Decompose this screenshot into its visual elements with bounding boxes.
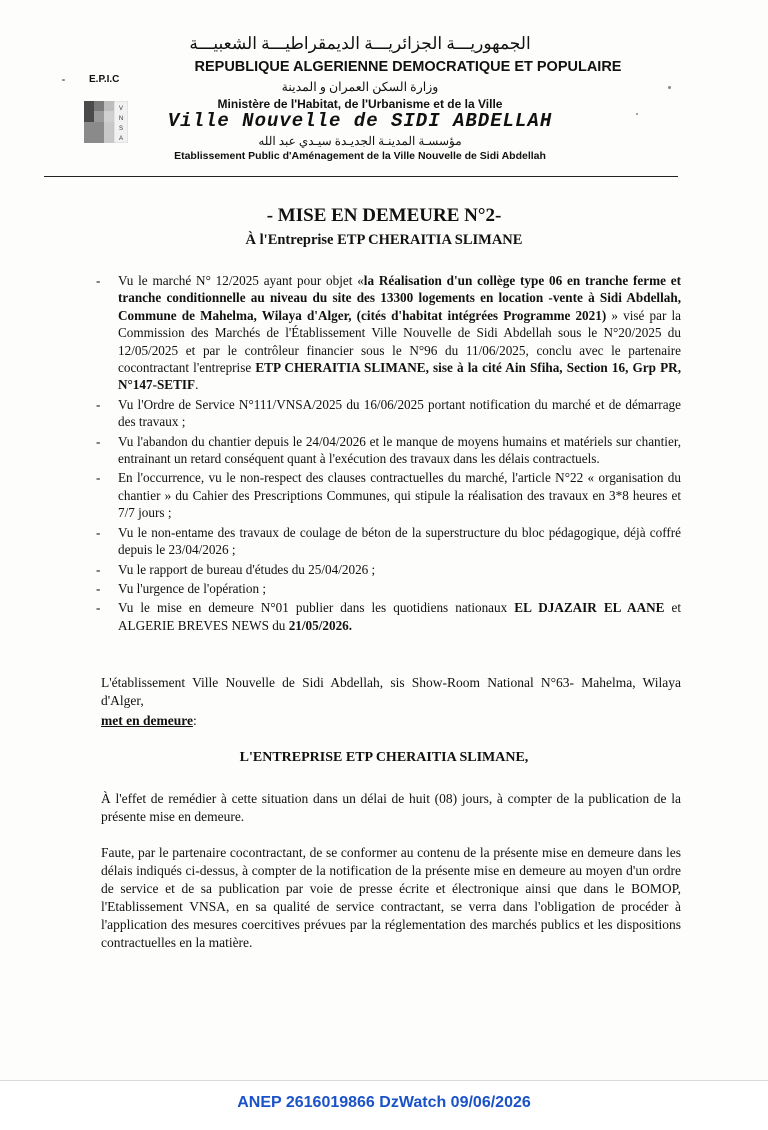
- bullet-dash: -: [96, 561, 101, 577]
- consideration-item: [96, 580, 681, 597]
- bullet-dash: -: [96, 273, 101, 288]
- logo-letter: V: [118, 106, 124, 112]
- epic-label: E.P.I.C: [89, 74, 120, 85]
- scan-speck: [668, 86, 671, 89]
- consideration-item: [96, 599, 681, 634]
- establishment-heading: Etablissement Public d'Aménagement de la Ville Nouvelle de Sidi Abdellah: [174, 150, 546, 162]
- header-divider: [44, 176, 678, 177]
- scan-speck: [62, 79, 65, 81]
- vnsa-logo: [84, 101, 128, 143]
- footer-reference: ANEP 2616019866 DzWatch 09/06/2026: [237, 1094, 531, 1111]
- arabic-establishment-heading: مؤسسـة المدينـة الجديـدة سيـدي عبد الله: [258, 134, 462, 148]
- bold-text: EL DJAZAIR EL AANE: [514, 600, 665, 616]
- bullet-dash: -: [96, 396, 101, 412]
- body-text: Vu le rapport de bureau d'études du 25/04/2026 ;: [118, 561, 376, 577]
- body-text: et ALGERIE BREVES NEWS du: [118, 600, 681, 633]
- bold-text: ETP CHERAITIA SLIMANE: [255, 360, 426, 376]
- colon-text: :: [193, 713, 197, 728]
- bullet-dash: -: [96, 470, 101, 486]
- ville-heading: Ville Nouvelle de SIDI ABDELLAH: [167, 110, 553, 132]
- body-text: Vu l'Ordre de Service N°111/VNSA/2025 du 16/06/2025 portant notification du marché et de démarrage des travaux ;: [118, 396, 681, 430]
- bold-text: 21/05/2026.: [288, 617, 353, 633]
- document-title: - MISE EN DEMEURE N°2-: [266, 205, 502, 226]
- consideration-item: [96, 524, 681, 559]
- consideration-item: [96, 469, 681, 521]
- logo-letter: A: [118, 136, 124, 142]
- body-text: Vu l'urgence de l'opération ;: [118, 580, 266, 596]
- consideration-item: [96, 396, 681, 431]
- body-text: » visé par la Commission des Marchés de l'Établissement Ville Nouvelle de Sidi Abdellah sous le N°20/2025 du 12/05/2025 et par le contrôleur financier sous le N°96 du 11/06/2025, conclu avec le partenaire cocontractant l'entreprise: [118, 307, 681, 376]
- bullet-dash: -: [96, 433, 101, 449]
- entreprise-heading: L'ENTREPRISE ETP CHERAITIA SLIMANE,: [239, 750, 529, 765]
- body-text: Vu le mise en demeure N°01 publier dans les quotidiens nationaux: [118, 600, 515, 616]
- body-text: Vu le non-entame des travaux de coulage de béton de la superstructure du bloc pédagogique, déjà coffré depuis le 23/04/2026 ;: [118, 524, 681, 558]
- consideration-item: [96, 272, 681, 394]
- ministry-heading: Ministère de l'Habitat, de l'Urbanisme et de la Ville: [217, 97, 503, 111]
- considerations-list: [96, 272, 681, 636]
- body-text: Vu l'abandon du chantier depuis le 24/04/2026 et le manque de moyens humains et matériels sur chantier, entrainant un retard conséquent quant à l'exécution des travaux dans les délais contractuels.: [118, 433, 681, 467]
- logo-letter: S: [118, 126, 124, 132]
- document-subtitle: À l'Entreprise ETP CHERAITIA SLIMANE: [245, 232, 523, 248]
- bullet-dash: -: [96, 600, 101, 616]
- sanction-paragraph: Faute, par le partenaire cocontractant, de se conformer au contenu de la présente mise en demeure dans les délais indiqués ci-dessus, à compter de la notification de la présente mise en demeure au moyen d'un ordre de service et de sa publication par voie de presse écrite et électronique ainsi que dans le BOMOP, l'Etablissement VNSA, en sa qualité de service contractant, se verra dans l'obligation de procéder à l'application des mesures coercitives prévues par la réglementation des marchés publics et les dispositions contractuelles en la matière.: [101, 845, 681, 950]
- body-text: .: [195, 377, 199, 393]
- bullet-dash: -: [96, 580, 101, 596]
- consideration-item: [96, 561, 681, 578]
- bullet-dash: -: [96, 524, 101, 540]
- scan-speck: [636, 113, 638, 115]
- bold-text: la Réalisation d'un collège type 06 en tranche ferme et tranche conditionnelle au niveau du site des 13300 logements en location -vente à Sidi Abdellah, Commune de Mahelma, Wilaya d'Alger, (cités d'habitat intégrées Programme 2021): [118, 273, 681, 323]
- bold-text: , sise à la cité Ain Sfiha, Section 16, Grp PR, N°147-SETIF: [118, 360, 682, 393]
- republic-heading: REPUBLIQUE ALGERIENNE DEMOCRATIQUE ET POPULAIRE: [194, 59, 622, 75]
- body-text: En l'occurrence, vu le non-respect des clauses contractuelles du marché, l'article N°22 « organisation du chantier » du Cahier des Prescriptions Communes, qui stipule la réalisation des travaux en 3*8 heures et 7/7 jours ;: [118, 470, 681, 521]
- logo-letter: N: [118, 116, 124, 122]
- body-text: Vu le marché N° 12/2025 ayant pour objet «: [118, 273, 364, 288]
- consideration-item: [96, 433, 681, 468]
- met-en-demeure-label: met en demeure: [101, 713, 193, 728]
- delay-paragraph: À l'effet de remédier à cette situation dans un délai de huit (08) jours, à compter de la publication de la présente mise en demeure.: [101, 791, 681, 824]
- arabic-ministry-heading: وزارة السكن العمران و المدينة: [281, 80, 439, 94]
- arabic-republic-heading: الجمهوريـــة الجزائريـــة الديمقراطيـــة الشعبيـــة: [189, 34, 531, 53]
- establishment-paragraph: L'établissement Ville Nouvelle de Sidi Abdellah, sis Show-Room National N°63- Mahelma, Wilaya d'Alger,: [101, 675, 681, 708]
